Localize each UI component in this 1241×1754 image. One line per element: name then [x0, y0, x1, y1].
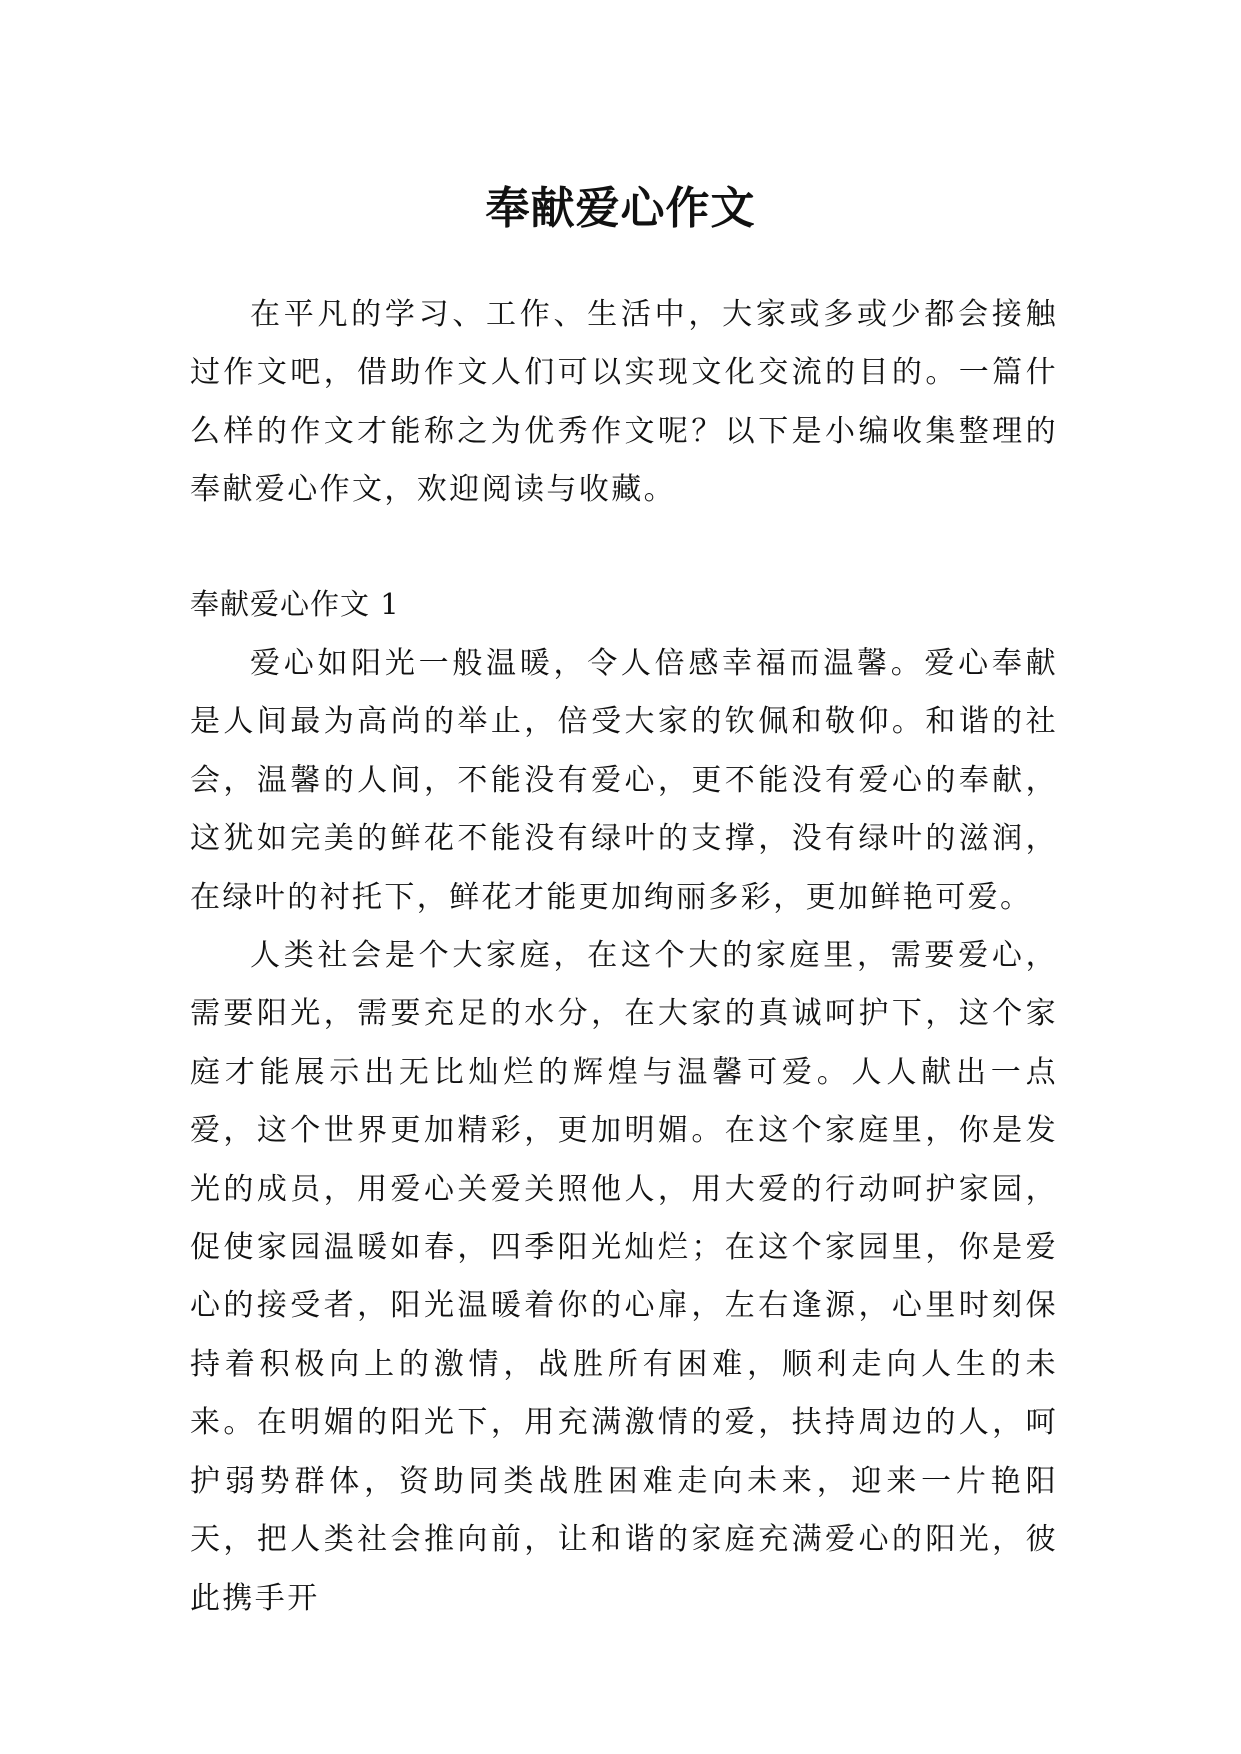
essay-paragraph: 人类社会是个大家庭，在这个大的家庭里，需要爱心，需要阳光，需要充足的水分，在大家的真诚呵护下，这个家庭才能展示出无比灿烂的辉煌与温馨可爱。人人献出一点爱，这个世界更加精彩，更加明媚。在这个家庭里，你是发光的成员，用爱心关爱关照他人，用大爱的行动呵护家园，促使家园温暖如春，四季阳光灿烂；在这个家园里，你是爱心的接受者，阳光温暖着你的心扉，左右逢源，心里时刻保持着积极向上的激情，战胜所有困难，顺利走向人生的未来。在明媚的阳光下，用充满激情的爱，扶持周边的人，呵护弱势群体，资助同类战胜困难走向未来，迎来一片艳阳天，把人类社会推向前，让和谐的家庭充满爱心的阳光，彼此携手开	[190, 938, 1058, 1616]
section-heading: 奉献爱心作文 1	[190, 587, 400, 621]
intro-block	[190, 286, 1058, 520]
essay-body	[190, 635, 1058, 1628]
page-title: 奉献爱心作文	[485, 183, 756, 235]
intro-paragraph: 在平凡的学习、工作、生活中，大家或多或少都会接触过作文吧，借助作文人们可以实现文化交流的目的。一篇什么样的作文才能称之为优秀作文呢？以下是小编收集整理的奉献爱心作文，欢迎阅读与收藏。	[190, 297, 1058, 508]
essay-paragraph: 爱心如阳光一般温暖，令人倍感幸福而温馨。爱心奉献是人间最为高尚的举止，倍受大家的钦佩和敬仰。和谐的社会，温馨的人间，不能没有爱心，更不能没有爱心的奉献，这犹如完美的鲜花不能没有绿叶的支撑，没有绿叶的滋润，在绿叶的衬托下，鲜花才能更加绚丽多彩，更加鲜艳可爱。	[190, 646, 1058, 915]
